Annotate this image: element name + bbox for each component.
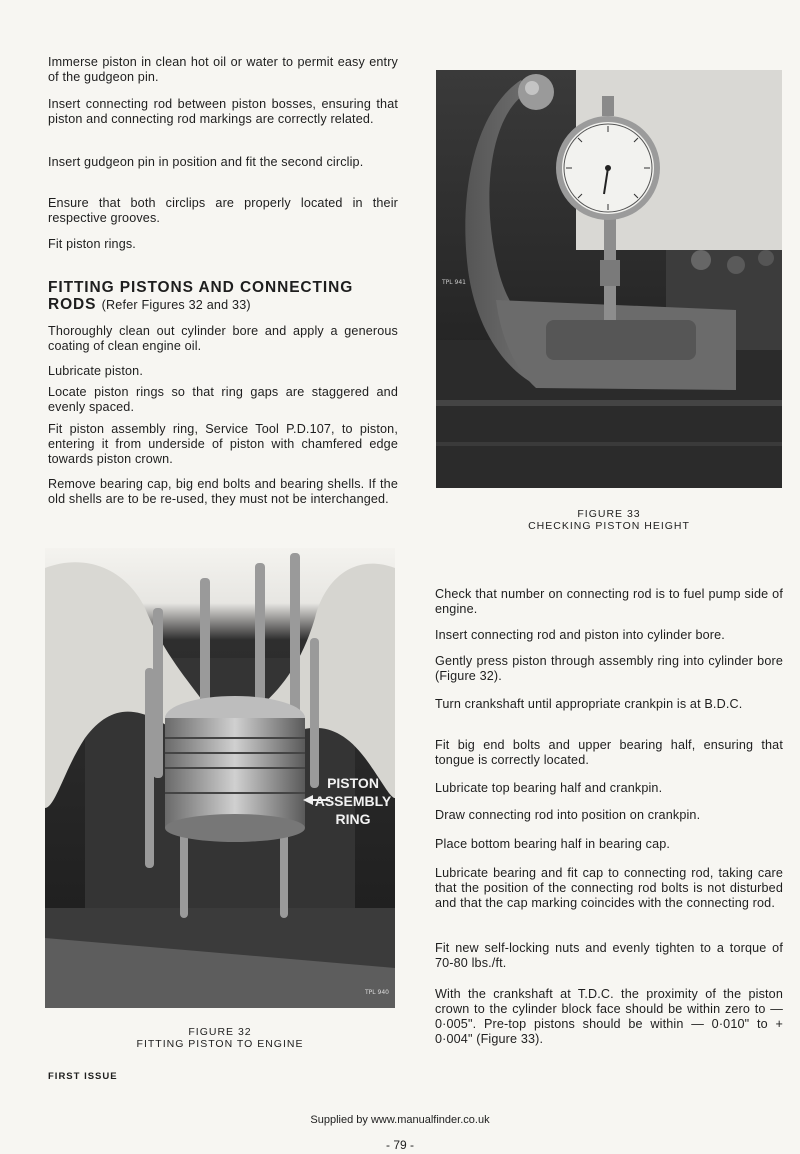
supplied-by-link[interactable]: Supplied by www.manualfinder.co.uk — [310, 1114, 490, 1126]
section-heading — [48, 279, 398, 314]
figure-32-label: FIGURE 32 — [188, 1026, 252, 1038]
instruction-paragraph: Insert connecting rod between piston bosses, ensuring that piston and connecting rod markings are correctly related. — [48, 97, 398, 126]
figure-33-label: FIGURE 33 — [577, 508, 641, 520]
instruction-paragraph: Fit piston assembly ring, Service Tool P.D.107, to piston, entering it from underside of piston with chamfered edge towards piston crown. — [48, 422, 398, 466]
instruction-paragraph: Thoroughly clean out cylinder bore and apply a generous coating of clean engine oil. — [48, 324, 398, 353]
instruction-paragraph: With the crankshaft at T.D.C. the proximity of the piston crown to the cylinder block face should be within zero to — 0·005". Pre-top pistons should be within — 0·010" to + 0·004" (Figure 33). — [435, 987, 783, 1046]
figure-33-photo — [436, 70, 782, 488]
instruction-paragraph: Lubricate bearing and fit cap to connecting rod, taking care that the position of the connecting rod bolts is not disturbed and that the cap marking coincides with the connecting rod. — [435, 866, 783, 910]
figure-32-photo — [45, 548, 395, 1008]
issue-label: FIRST ISSUE — [48, 1071, 118, 1082]
instruction-paragraph: Fit big end bolts and upper bearing half, ensuring that tongue is correctly located. — [435, 738, 783, 767]
instruction-paragraph: Draw connecting rod into position on crankpin. — [435, 808, 701, 822]
instruction-paragraph: Ensure that both circlips are properly located in their respective grooves. — [48, 196, 398, 225]
instruction-paragraph: Turn crankshaft until appropriate crankpin is at B.D.C. — [435, 697, 743, 711]
section-heading-title: FITTING PISTONS AND CONNECTING RODS — [48, 279, 354, 313]
instruction-paragraph: Insert gudgeon pin in position and fit the second circlip. — [48, 155, 364, 169]
callout-line-assembly: ASSEMBLY — [314, 793, 392, 809]
instruction-paragraph: Insert connecting rod and piston into cylinder bore. — [435, 628, 725, 642]
figure-33-title: CHECKING PISTON HEIGHT — [528, 520, 690, 532]
instruction-paragraph: Check that number on connecting rod is to fuel pump side of engine. — [435, 587, 783, 616]
instruction-paragraph: Remove bearing cap, big end bolts and bearing shells. If the old shells are to be re-used, they must not be interchanged. — [48, 477, 398, 506]
instruction-paragraph: Locate piston rings so that ring gaps are staggered and evenly spaced. — [48, 385, 398, 414]
instruction-paragraph: Fit piston rings. — [48, 237, 136, 251]
page-number: - 79 - — [385, 1138, 414, 1152]
instruction-paragraph: Lubricate top bearing half and crankpin. — [435, 781, 663, 795]
figure-32-photo-ref: TPL 940 — [365, 989, 389, 996]
callout-line-ring: RING — [335, 811, 371, 827]
instruction-paragraph: Place bottom bearing half in bearing cap. — [435, 837, 671, 851]
callout-line-piston: PISTON — [327, 775, 379, 791]
section-heading-reference: (Refer Figures 32 and 33) — [101, 298, 251, 312]
instruction-paragraph: Immerse piston in clean hot oil or water to permit easy entry of the gudgeon pin. — [48, 55, 398, 84]
figure-32-title: FITTING PISTON TO ENGINE — [136, 1038, 304, 1050]
instruction-paragraph: Lubricate piston. — [48, 364, 143, 378]
instruction-paragraph: Gently press piston through assembly ring into cylinder bore (Figure 32). — [435, 654, 783, 683]
figure-33-photo-ref: TPL 941 — [442, 279, 466, 286]
instruction-paragraph: Fit new self-locking nuts and evenly tighten to a torque of 70-80 lbs./ft. — [435, 941, 783, 970]
